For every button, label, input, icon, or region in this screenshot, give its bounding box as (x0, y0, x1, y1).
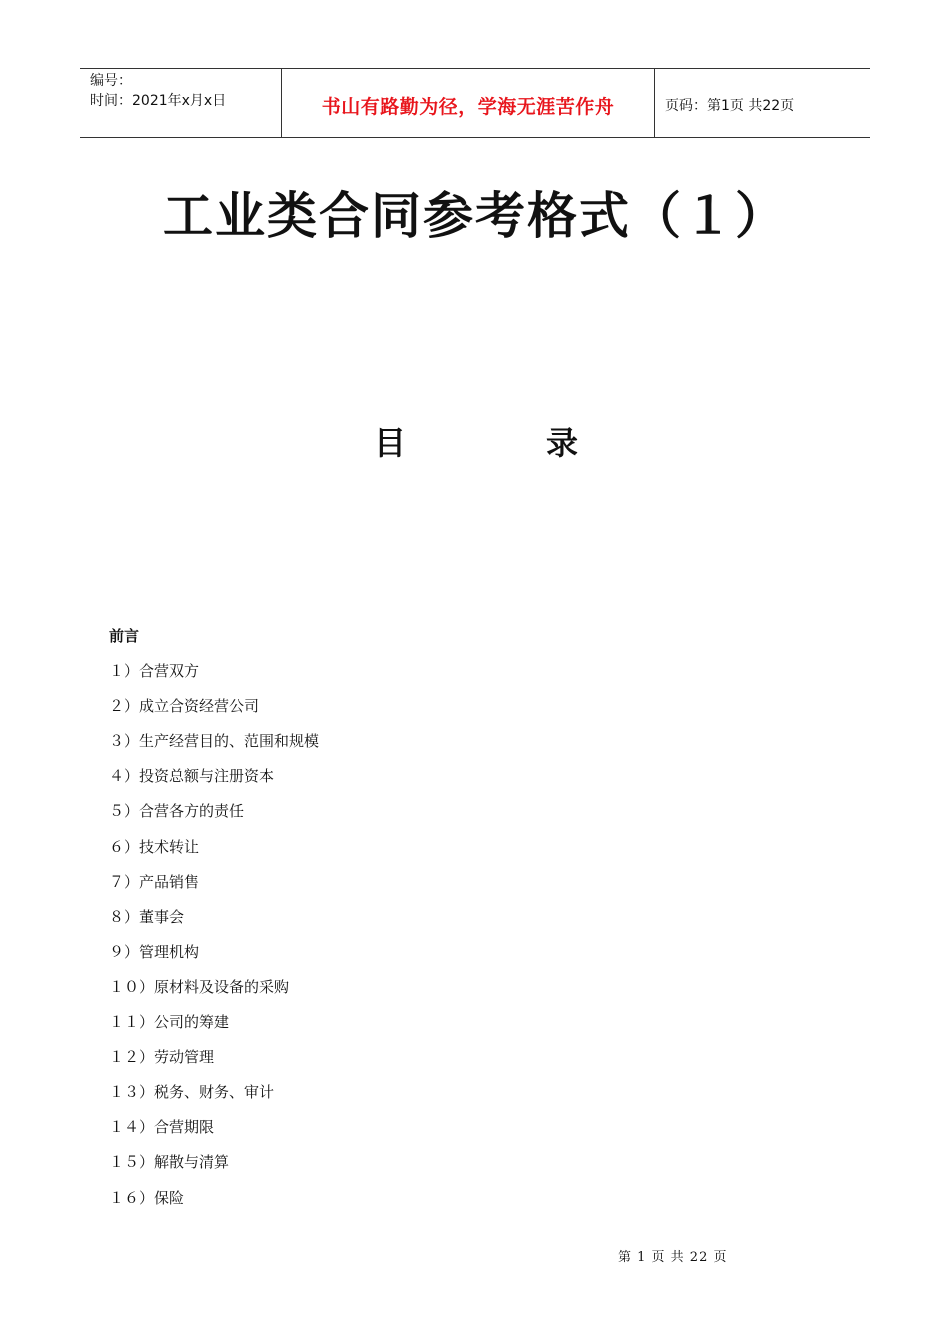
toc-item: １３）税务、财务、审计 (109, 1083, 275, 1102)
toc-heading-left: 目 (374, 424, 407, 462)
toc-item: １２）劳动管理 (109, 1048, 215, 1067)
number-label: 编号： (90, 73, 132, 89)
toc-item: ５）合营各方的责任 (109, 802, 245, 821)
toc-item: １６）保险 (109, 1188, 185, 1207)
page-header (80, 68, 870, 138)
toc-item: １）合营双方 (109, 662, 200, 681)
toc-item: ６）技术转让 (109, 837, 200, 856)
header-page-info: 页码：第1页 共22页 (665, 98, 795, 114)
toc-item: ３）生产经营目的、范围和规模 (109, 732, 320, 751)
toc-item: １５）解散与清算 (109, 1153, 230, 1172)
toc-item: ８）董事会 (109, 907, 185, 926)
page-footer: 第 1 页 共 22 页 (618, 1250, 728, 1265)
toc-item: １１）公司的筹建 (109, 1013, 230, 1032)
header-motto: 书山有路勤为径，学海无涯苦作舟 (282, 69, 655, 137)
toc-item: １４）合营期限 (109, 1118, 215, 1137)
document-title: 工业类合同参考格式（１） (163, 186, 787, 245)
toc-item: ４）投资总额与注册资本 (109, 767, 275, 786)
toc-item: １０）原材料及设备的采购 (109, 977, 290, 996)
toc-heading-right: 录 (546, 424, 579, 462)
toc-item: ２）成立合资经营公司 (109, 697, 260, 716)
table-of-contents (109, 624, 319, 1221)
toc-item: ７）产品销售 (109, 872, 200, 891)
header-meta (80, 69, 282, 137)
toc-item: 前言 (109, 627, 140, 645)
toc-heading (0, 418, 950, 468)
time-label: 时间：2021年x月x日 (90, 93, 227, 109)
toc-item: ９）管理机构 (109, 942, 200, 961)
